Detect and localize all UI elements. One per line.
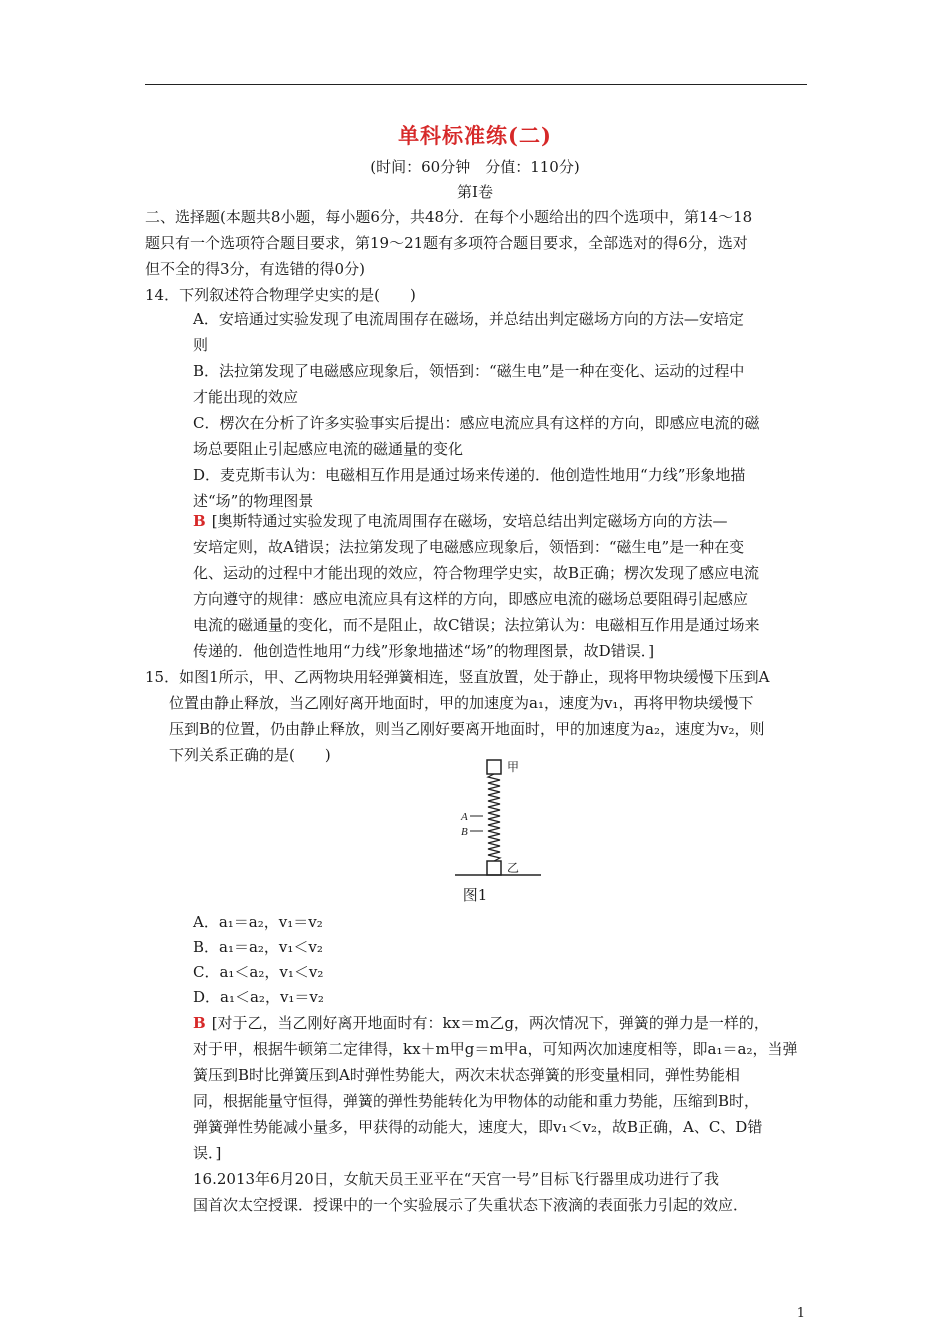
q14-option-line: B．法拉第发现了电磁感应现象后，领悟到：“磁生电”是一种在变化、运动的过程中: [193, 362, 745, 380]
q14-expl-line: 安培定则，故A错误；法拉第发现了电磁感应现象后，领悟到：“磁生电”是一种在变: [193, 538, 745, 556]
q15-expl-line: 误．]: [193, 1144, 222, 1162]
q15-answer: B: [193, 1014, 206, 1032]
q15-stem-line: 下列关系正确的是( ): [169, 746, 331, 764]
q15-stem-line: 压到B的位置，仍由静止释放，则当乙刚好要离开地面时，甲的加速度为a₂，速度为v₂，则: [169, 720, 765, 738]
figure-caption: 图1: [462, 886, 488, 904]
q15-expl-line: [对于乙，当乙刚好离开地面时有：kx＝m乙g，两次情况下，弹簧的弹力是一样的，: [211, 1014, 769, 1032]
q14-expl-line: 方向遵守的规律：感应电流应具有这样的方向，即感应电流的磁场总要阻碍引起感应: [193, 590, 749, 608]
section-intro: [145, 204, 752, 282]
q16-stem-line: 国首次太空授课．授课中的一个实验展示了失重状态下液滴的表面张力引起的效应．: [193, 1196, 749, 1214]
mark-b-label: B: [461, 826, 468, 838]
block-jia: [487, 760, 501, 774]
mark-a-label: A: [461, 811, 468, 823]
q15-stem-line: 15．如图1所示，甲、乙两物块用轻弹簧相连，竖直放置，处于静止，现将甲物块缓慢下压到A: [145, 668, 770, 686]
q14-expl-line: [奥斯特通过实验发现了电流周围存在磁场，安培总结出判定磁场方向的方法—: [211, 512, 728, 530]
q14-expl-line: 化、运动的过程中才能出现的效应，符合物理学史实，故B正确；楞次发现了感应电流: [193, 564, 760, 582]
q15-expl-line: 对于甲，根据牛顿第二定律得，kx＋m甲g＝m甲a，可知两次加速度相等，即a₁＝a₂，当弹: [193, 1040, 798, 1058]
q14-option-line: D．麦克斯韦认为：电磁相互作用是通过场来传递的．他创造性地用“力线”形象地描: [193, 466, 746, 484]
q14-expl-line: 电流的磁通量的变化，而不是阻止，故C错误；法拉第认为：电磁相互作用是通过场来: [193, 616, 760, 634]
intro-line: 题只有一个选项符合题目要求，第19～21题有多项符合题目要求，全部选对的得6分，选对: [145, 234, 748, 252]
intro-line: 二、选择题(本题共8小题，每小题6分，共48分．在每个小题给出的四个选项中，第14～18: [145, 208, 753, 226]
spring-coil: [488, 774, 500, 861]
q14-expl-line: 传递的．他创造性地用“力线”形象地描述“场”的物理图景，故D错误．]: [193, 642, 655, 660]
q14-answer: B: [193, 512, 206, 530]
q16-stem: [193, 1166, 748, 1218]
q15-option-d: D．a₁＜a₂，v₁＝v₂: [193, 988, 324, 1006]
volume-heading: 第Ⅰ卷: [457, 183, 493, 201]
label-yi: 乙: [507, 861, 520, 875]
header-rule: [145, 84, 807, 85]
q14-option-line: 则: [193, 336, 209, 354]
q15-expl-line: 同，根据能量守恒得，弹簧的弹性势能转化为甲物体的动能和重力势能，压缩到B时，: [193, 1092, 760, 1110]
q15-option-c: C．a₁＜a₂，v₁＜v₂: [193, 963, 324, 981]
q15-stem: [145, 664, 769, 768]
q16-stem-line: 16.2013年6月20日，女航天员王亚平在“天宫一号”目标飞行器里成功进行了我: [193, 1170, 719, 1188]
q14-options: [193, 306, 759, 514]
block-yi: [487, 861, 501, 875]
spring-figure: [455, 758, 555, 880]
q15-option-b: B．a₁＝a₂，v₁＜v₂: [193, 938, 323, 956]
q15-stem-line: 位置由静止释放，当乙刚好离开地面时，甲的加速度为a₁，速度为v₁，再将甲物块缓慢下: [169, 694, 754, 712]
page-number: 1: [796, 1306, 805, 1321]
q14-option-line: C．楞次在分析了许多实验事实后提出：感应电流应具有这样的方向，即感应电流的磁: [193, 414, 760, 432]
q14-option-line: 场总要阻止引起感应电流的磁通量的变化: [193, 440, 464, 458]
q15-explanation: [193, 1010, 797, 1166]
exam-meta: (时间：60分钟 分值：110分): [370, 158, 580, 176]
q15-expl-line: 簧压到B时比弹簧压到A时弹性势能大，两次末状态弹簧的形变量相同，弹性势能相: [193, 1066, 740, 1084]
q14-explanation: [193, 508, 759, 664]
q15-expl-line: 弹簧弹性势能减小量多，甲获得的动能大，速度大，即v₁＜v₂，故B正确，A、C、D错: [193, 1118, 763, 1136]
q14-option-line: A．安培通过实验发现了电流周围存在磁场，并总结出判定磁场方向的方法—安培定: [193, 310, 744, 328]
label-jia: 甲: [507, 760, 520, 774]
intro-line: 但不全的得3分，有选错的得0分): [145, 260, 365, 278]
q15-option-a: A．a₁＝a₂，v₁＝v₂: [193, 913, 323, 931]
q14-option-line: 述“场”的物理图景: [193, 492, 314, 510]
q14-stem: 14．下列叙述符合物理学史实的是( ): [145, 286, 416, 304]
q14-option-line: 才能出现的效应: [193, 388, 299, 406]
page-title: 单科标准练(二): [398, 123, 552, 148]
